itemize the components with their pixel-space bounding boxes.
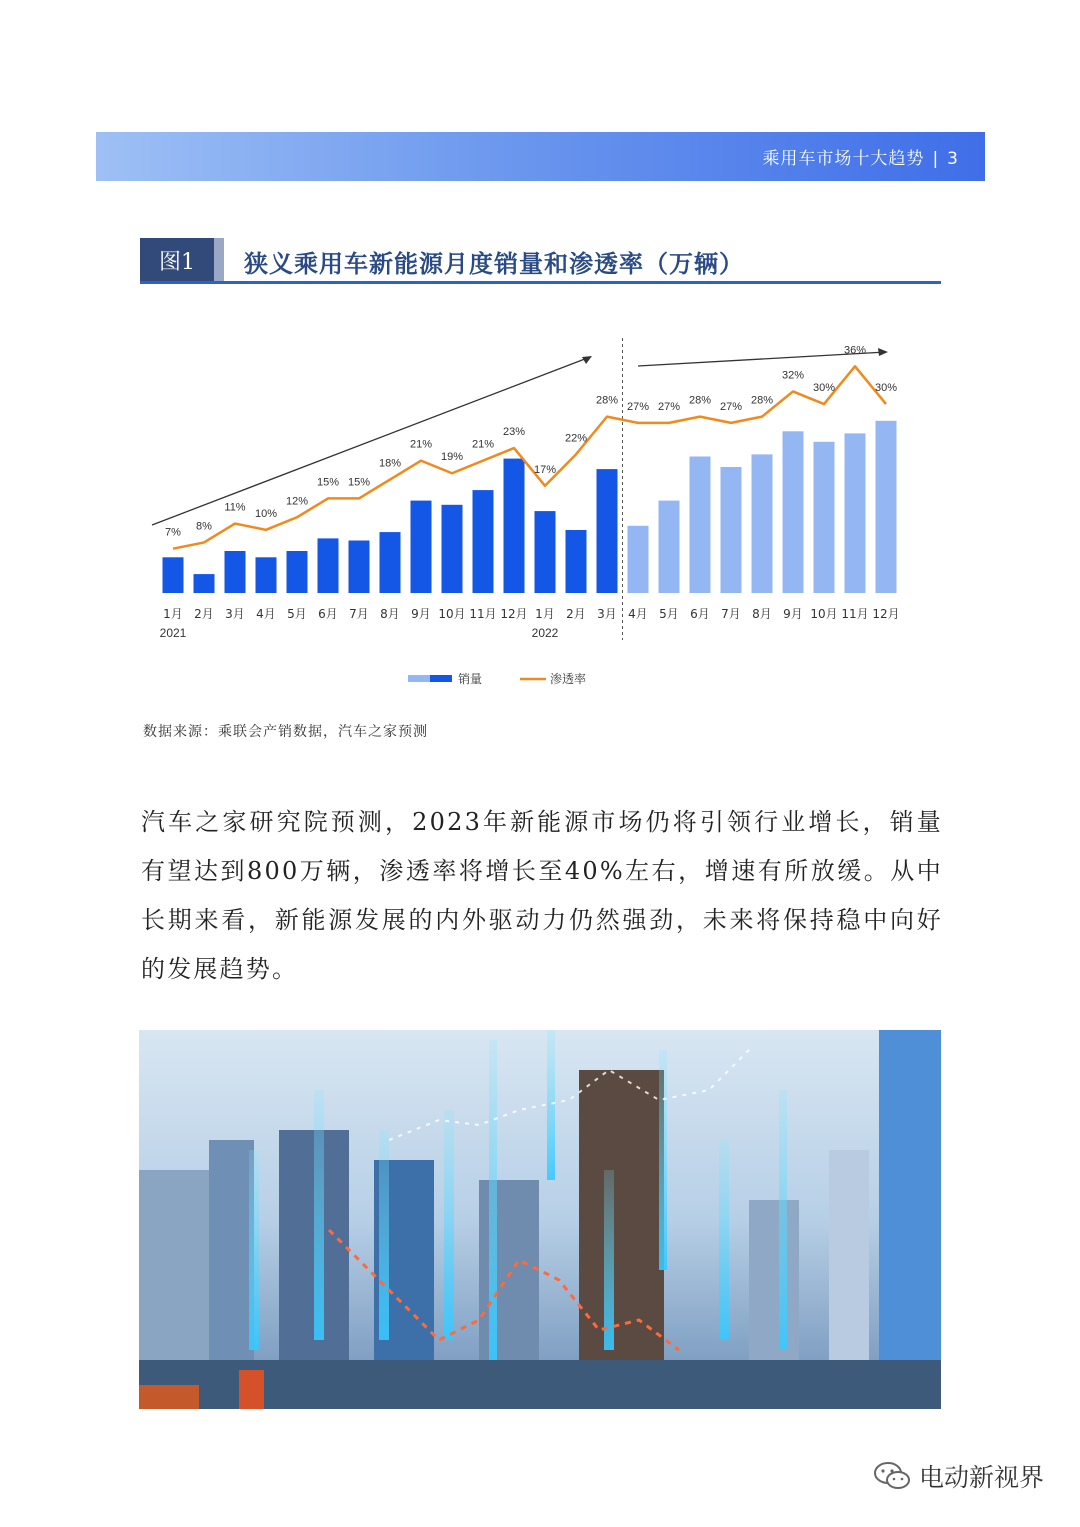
x-tick-label: 4月 [256,607,276,621]
sales-bar [628,526,649,593]
figure-title: 狭义乘用车新能源月度销量和渗透率（万辆） [244,249,744,278]
sales-bar [504,459,525,593]
penetration-label: 28% [595,394,619,407]
penetration-label: 32% [781,369,805,382]
legend-sales-swatch-forecast [408,675,430,682]
penetration-label: 21% [409,438,433,451]
x-tick-label: 9月 [411,607,431,621]
penetration-label: 30% [874,382,898,395]
penetration-label: 15% [316,476,340,489]
penetration-label: 23% [502,426,526,439]
sales-bar [535,511,556,593]
figure-title-rule [140,281,941,284]
account-watermark [873,1458,1044,1494]
x-tick-label: 3月 [225,607,245,621]
sales-bar [473,490,494,593]
sales-bar [163,557,184,593]
header-bar [96,132,985,181]
watermark-text: 电动新视界 [918,1463,1044,1492]
sales-bar [225,551,246,593]
penetration-label: 22% [564,432,588,445]
penetration-label: 12% [285,495,309,508]
penetration-label: 28% [688,394,712,407]
x-tick-label: 12月 [872,607,900,621]
x-tick-label: 11月 [841,607,869,621]
x-tick-label: 9月 [783,607,803,621]
penetration-label: 15% [347,476,371,489]
penetration-label: 27% [626,400,650,413]
penetration-label: 30% [812,382,836,395]
x-tick-label: 1月 [163,607,183,621]
legend-penetration-label: 渗透率 [550,672,587,686]
penetration-label: 7% [165,526,181,539]
penetration-label: 8% [196,520,212,533]
penetration-label: 28% [750,394,774,407]
sales-bar [566,530,587,593]
legend-sales-label: 销量 [458,672,483,686]
sales-bar [349,541,370,594]
sales-bar [597,469,618,593]
penetration-label: 27% [719,400,743,413]
sales-bar [845,433,866,593]
sales-bar [442,505,463,593]
penetration-label: 21% [471,438,495,451]
x-tick-label: 10月 [810,607,838,621]
sales-bar [256,557,277,593]
year-label: 2022 [531,626,559,640]
sales-bar [411,501,432,593]
x-tick-label: 7月 [349,607,369,621]
x-tick-label: 12月 [500,607,528,621]
x-tick-label: 4月 [628,607,648,621]
penetration-label: 19% [440,451,464,464]
body-paragraph: 汽车之家研究院预测，2023年新能源市场仍将引领行业增长，销量有望达到800万辆，渗透率将增长至40%左右，增速有所放缓。从中长期来看，新能源发展的内外驱动力仍然强劲，未来将保持稳中向好的发展趋势。 [141,808,943,983]
x-tick-label: 10月 [438,607,466,621]
x-tick-label: 2月 [566,607,586,621]
section-title: 乘用车市场十大趋势 [762,149,925,169]
sales-bar [876,421,897,593]
x-tick-label: 11月 [469,607,497,621]
trend-arrow-2022-head [878,348,888,356]
sales-bar [690,457,711,594]
sales-bar [814,442,835,593]
penetration-label: 27% [657,400,681,413]
x-tick-label: 1月 [535,607,555,621]
penetration-label: 18% [378,457,402,470]
city-skyline-photo [139,1030,941,1409]
x-tick-label: 8月 [752,607,772,621]
sales-bar [752,454,773,593]
x-tick-label: 7月 [721,607,741,621]
legend-sales-swatch-actual [430,675,452,682]
data-source-note: 数据来源：乘联会产销数据，汽车之家预测 [143,724,428,740]
penetration-line [173,366,886,548]
x-tick-label: 5月 [287,607,307,621]
figure-label-shade [214,238,224,282]
sales-bar [659,501,680,593]
x-tick-label: 8月 [380,607,400,621]
x-tick-label: 6月 [318,607,338,621]
sales-bar [194,574,215,593]
sales-bar [783,431,804,593]
header-separator: | [932,149,940,169]
sales-bar [721,467,742,593]
page-number: 3 [947,149,959,169]
x-tick-label: 6月 [690,607,710,621]
x-tick-label: 5月 [659,607,679,621]
sales-bar [318,538,339,593]
penetration-label: 11% [224,501,246,514]
wechat-icon [873,1461,911,1491]
x-tick-label: 3月 [597,607,617,621]
sales-bar [287,551,308,593]
penetration-label: 36% [843,344,867,357]
header-text [762,144,959,169]
x-tick-label: 2月 [194,607,214,621]
penetration-label: 17% [533,463,557,476]
year-label: 2021 [159,626,187,640]
sales-penetration-chart [140,330,940,700]
penetration-label: 10% [254,507,278,520]
sales-bar [380,532,401,593]
figure-label: 图1 [140,238,214,282]
